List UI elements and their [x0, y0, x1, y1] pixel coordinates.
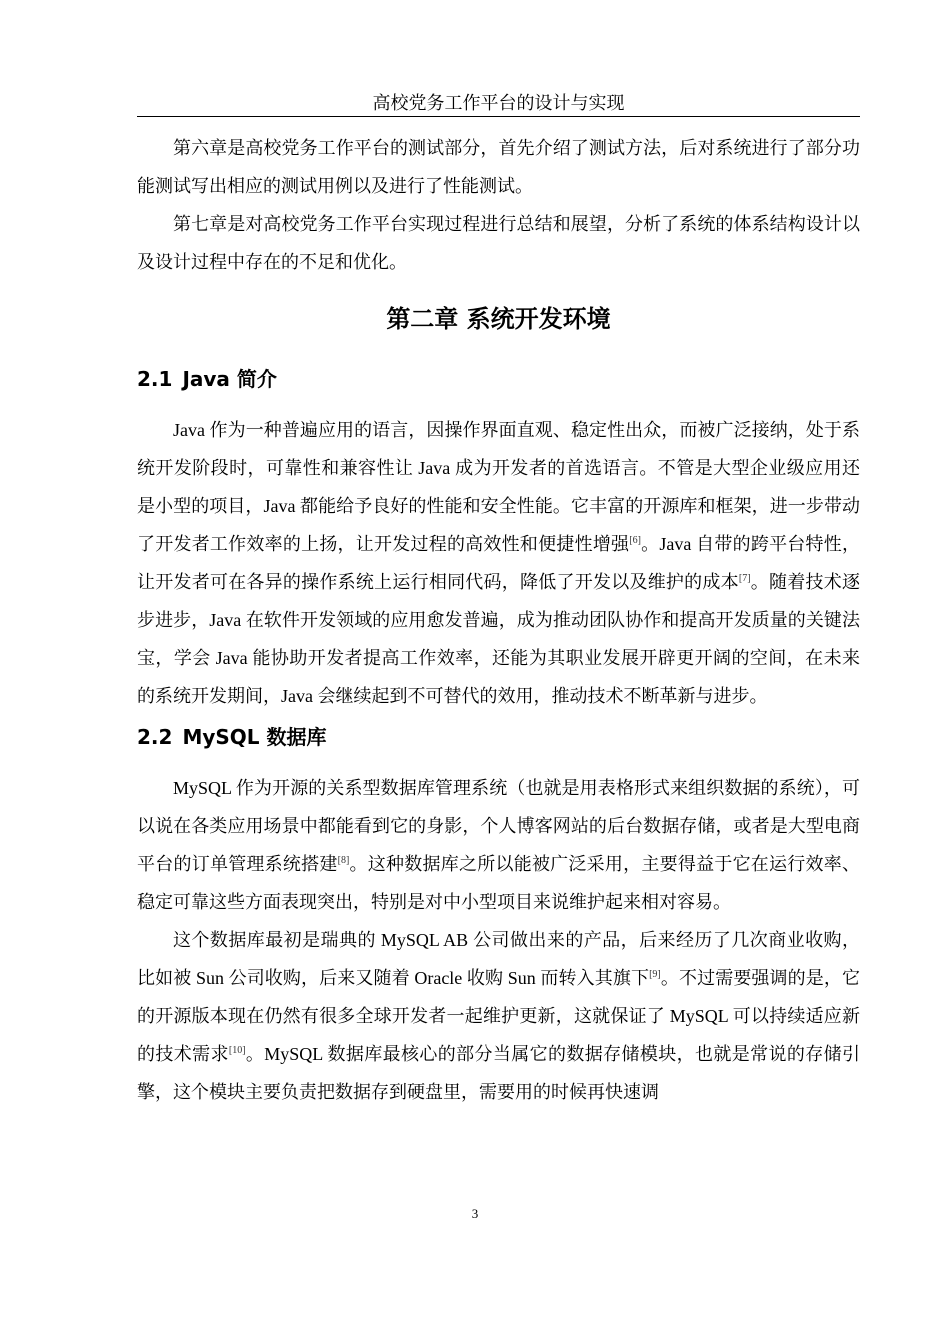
mysql-paragraph-2	[137, 921, 860, 1111]
chapter-title: 第二章 系统开发环境	[386, 305, 611, 333]
citation-marker: [7]	[738, 573, 751, 584]
text-run: 。这种数据库之所以能被广泛采用，主要得益于它在运行效率、稳定可靠这些方面表现突出，特别是对中小型项目来说维护起来相对容易。	[137, 854, 861, 912]
citation-marker: [10]	[228, 1045, 246, 1056]
java-paragraph	[137, 411, 860, 715]
page-number: 3	[471, 1206, 479, 1221]
section-number: 2.1	[137, 367, 173, 391]
section-number: 2.2	[137, 725, 173, 749]
mysql-paragraph-1	[137, 769, 860, 921]
text-run: Java 作为一种普遍应用的语言，因操作界面直观、稳定性出众，而被广泛接纳，处于系统开发阶段时，可靠性和兼容性让 Java 成为开发者的首选语言。不管是大型企业级应用还是小型的项目，Java 都能给予良好的性能和安全性能。它丰富的开源库和框架，进一步带动了开发者工作效率的上扬，让开发过程的高效性和便捷性增强	[137, 420, 860, 554]
citation-marker: [8]	[337, 855, 350, 866]
text-run: 这个数据库最初是瑞典的 MySQL AB 公司做出来的产品，后来经历了几次商业收购，比如被 Sun 公司收购，后来又随着 Oracle 收购 Sun 而转入其旗下	[137, 930, 860, 988]
text-run: 。Java 自带的跨平台特性，让开发者可在各异的操作系统上运行相同代码，降低了开发以及维护的成本	[137, 534, 860, 592]
text-run: 。MySQL 数据库最核心的部分当属它的数据存储模块，也就是常说的存储引擎，这个模块主要负责把数据存到硬盘里，需要用的时候再快速调	[137, 1044, 860, 1102]
citation-marker: [9]	[649, 969, 661, 980]
citation-marker: [6]	[629, 535, 641, 546]
intro-paragraph-chapter7: 第七章是对高校党务工作平台实现过程进行总结和展望，分析了系统的体系结构设计以及设计过程中存在的不足和优化。	[137, 214, 860, 272]
running-header: 高校党务工作平台的设计与实现	[372, 93, 625, 113]
section-heading-java	[137, 357, 860, 411]
text-run: 。不过需要强调的是，它的开源版本现在仍然有很多全球开发者一起维护更新，这就保证了 MySQL 可以持续适应新的技术需求	[137, 968, 861, 1064]
section-title-text: Java 简介	[182, 367, 277, 391]
section-heading-mysql	[137, 715, 860, 769]
section-title-text: MySQL 数据库	[182, 725, 327, 749]
header-divider	[137, 116, 860, 117]
page-body	[137, 129, 860, 1111]
intro-paragraph-chapter6: 第六章是高校党务工作平台的测试部分，首先介绍了测试方法，后对系统进行了部分功能测试写出相应的测试用例以及进行了性能测试。	[137, 138, 860, 196]
text-run: MySQL 作为开源的关系型数据库管理系统（也就是用表格形式来组织数据的系统），可以说在各类应用场景中都能看到它的身影，个人博客网站的后台数据存储，或者是大型电商平台的订单管理系统搭建	[137, 778, 860, 874]
text-run: 。随着技术逐步进步，Java 在软件开发领域的应用愈发普遍，成为推动团队协作和提高开发质量的关键法宝，学会 Java 能协助开发者提高工作效率，还能为其职业发展开辟更开阔的空间，在未来的系统开发期间，Java 会继续起到不可替代的效用，推动技术不断革新与进步。	[137, 572, 860, 706]
